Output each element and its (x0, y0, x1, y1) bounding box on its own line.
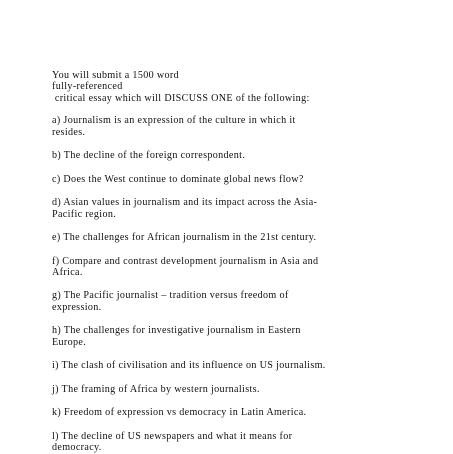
essay-instructions (52, 70, 412, 104)
topic-line: expression. (52, 301, 102, 313)
topic-item-l (52, 431, 412, 454)
topic-line: k) Freedom of expression vs democracy in Latin America. (52, 407, 307, 419)
topic-line: h) The challenges for investigative journalism in Eastern (52, 325, 301, 337)
topic-line: i) The clash of civilisation and its influence on US journalism. (52, 360, 326, 372)
topic-item-a (52, 115, 412, 138)
topic-item-h (52, 325, 412, 348)
topic-line: resides. (52, 126, 86, 138)
topic-item-f (52, 256, 412, 279)
topic-line: a) Journalism is an expression of the culture in which it (52, 115, 296, 127)
topic-line: Africa. (52, 266, 83, 278)
topic-item-d (52, 197, 412, 220)
topic-item-g (52, 290, 412, 313)
topic-line: b) The decline of the foreign correspondent. (52, 150, 246, 162)
topic-line: d) Asian values in journalism and its impact across the Asia- (52, 197, 318, 209)
topic-item-e (52, 232, 412, 243)
topic-line: f) Compare and contrast development journalism in Asia and (52, 255, 319, 267)
topic-line: Pacific region. (52, 208, 117, 220)
instruction-line: critical essay which will DISCUSS ONE of the following: (52, 92, 310, 104)
topic-line: e) The challenges for African journalism in the 21st century. (52, 232, 317, 244)
topic-item-c (52, 174, 412, 185)
topic-line: democracy. (52, 442, 102, 454)
instruction-line: You will submit a 1500 word (52, 70, 180, 81)
topic-line: l) The decline of US newspapers and what it means for (52, 430, 293, 442)
instruction-line: fully-referenced (52, 81, 123, 93)
topic-item-i (52, 360, 412, 371)
topic-line: c) Does the West continue to dominate global news flow? (52, 173, 304, 185)
topic-line: g) The Pacific journalist – tradition versus freedom of (52, 290, 289, 302)
topic-item-j (52, 384, 412, 395)
topic-line: Europe. (52, 336, 87, 348)
document-page (52, 70, 412, 454)
essay-topic-list (52, 115, 412, 453)
topic-line: j) The framing of Africa by western journalists. (52, 383, 260, 395)
topic-item-k (52, 407, 412, 418)
topic-item-b (52, 150, 412, 161)
